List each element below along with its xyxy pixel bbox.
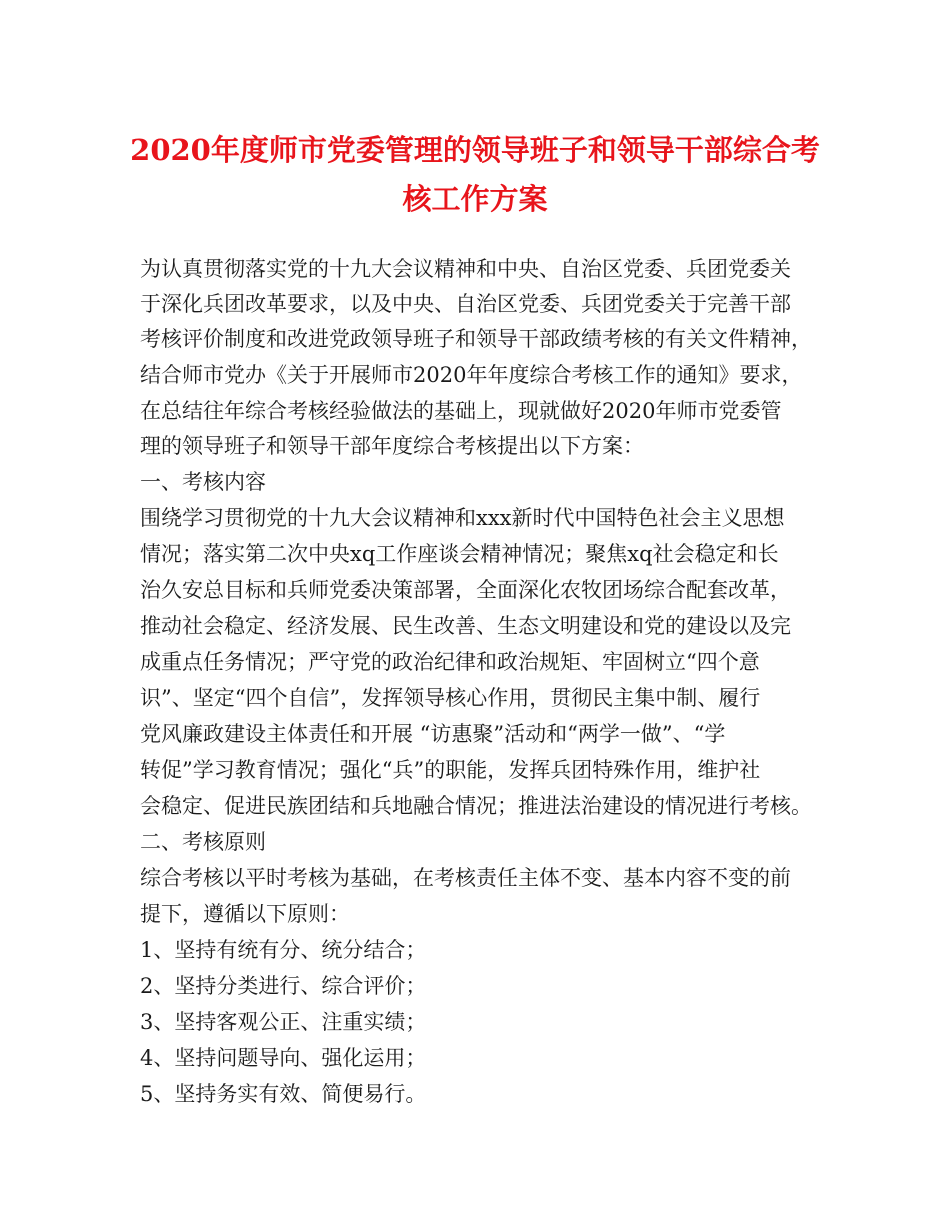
principle-item: 4、坚持问题导向、强化运用； xyxy=(140,1046,427,1070)
principle-item: 1、坚持有统有分、统分结合； xyxy=(140,938,427,962)
section-heading-principles: 二、考核原则 xyxy=(140,830,266,854)
document-title-line-1: 2020年度师市党委管理的领导班子和领导干部综合考 xyxy=(130,133,820,167)
principle-item: 5、坚持务实有效、简便易行。 xyxy=(140,1082,427,1106)
document-title-line-2: 核工作方案 xyxy=(402,182,548,216)
principle-item: 2、坚持分类进行、综合评价； xyxy=(140,974,427,998)
section1-line: 识”、坚定“四个自信”，发挥领导核心作用，贯彻民主集中制、履行 xyxy=(140,686,761,710)
intro-line: 为认真贯彻落实党的十九大会议精神和中央、自治区党委、兵团党委关 xyxy=(140,257,791,281)
section1-line: 党风廉政建设主体责任和开展 “访惠聚”活动和“两学一做”、“学 xyxy=(140,722,726,746)
intro-line: 于深化兵团改革要求，以及中央、自治区党委、兵团党委关于完善干部 xyxy=(140,292,791,316)
intro-line: 在总结往年综合考核经验做法的基础上，现就做好2020年师市党委管 xyxy=(140,399,782,423)
section2-line: 综合考核以平时考核为基础，在考核责任主体不变、基本内容不变的前 xyxy=(140,866,791,890)
section1-line: 成重点任务情况；严守党的政治纪律和政治规矩、牢固树立“四个意 xyxy=(140,650,760,674)
intro-line: 理的领导班子和领导干部年度综合考核提出以下方案： xyxy=(140,434,644,458)
section1-line: 围绕学习贯彻党的十九大会议精神和xxx新时代中国特色社会主义思想 xyxy=(140,506,785,530)
intro-line: 考核评价制度和改进党政领导班子和领导干部政绩考核的有关文件精神， xyxy=(140,327,812,351)
section1-line: 推动社会稳定、经济发展、民生改善、生态文明建设和党的建设以及完 xyxy=(140,614,791,638)
section2-line: 提下，遵循以下原则： xyxy=(140,902,350,926)
section-heading-content: 一、考核内容 xyxy=(140,470,266,494)
section1-line: 会稳定、促进民族团结和兵地融合情况；推进法治建设的情况进行考核。 xyxy=(140,794,812,818)
intro-line: 结合师市党办《关于开展师市2020年年度综合考核工作的通知》要求， xyxy=(140,363,803,387)
section1-line: 情况；落实第二次中央xq工作座谈会精神情况；聚焦xq社会稳定和长 xyxy=(140,542,779,566)
principle-item: 3、坚持客观公正、注重实绩； xyxy=(140,1010,427,1034)
section1-line: 转促”学习教育情况；强化“兵”的职能，发挥兵团特殊作用，维护社 xyxy=(140,758,761,782)
section1-line: 治久安总目标和兵师党委决策部署，全面深化农牧团场综合配套改革， xyxy=(140,578,791,602)
